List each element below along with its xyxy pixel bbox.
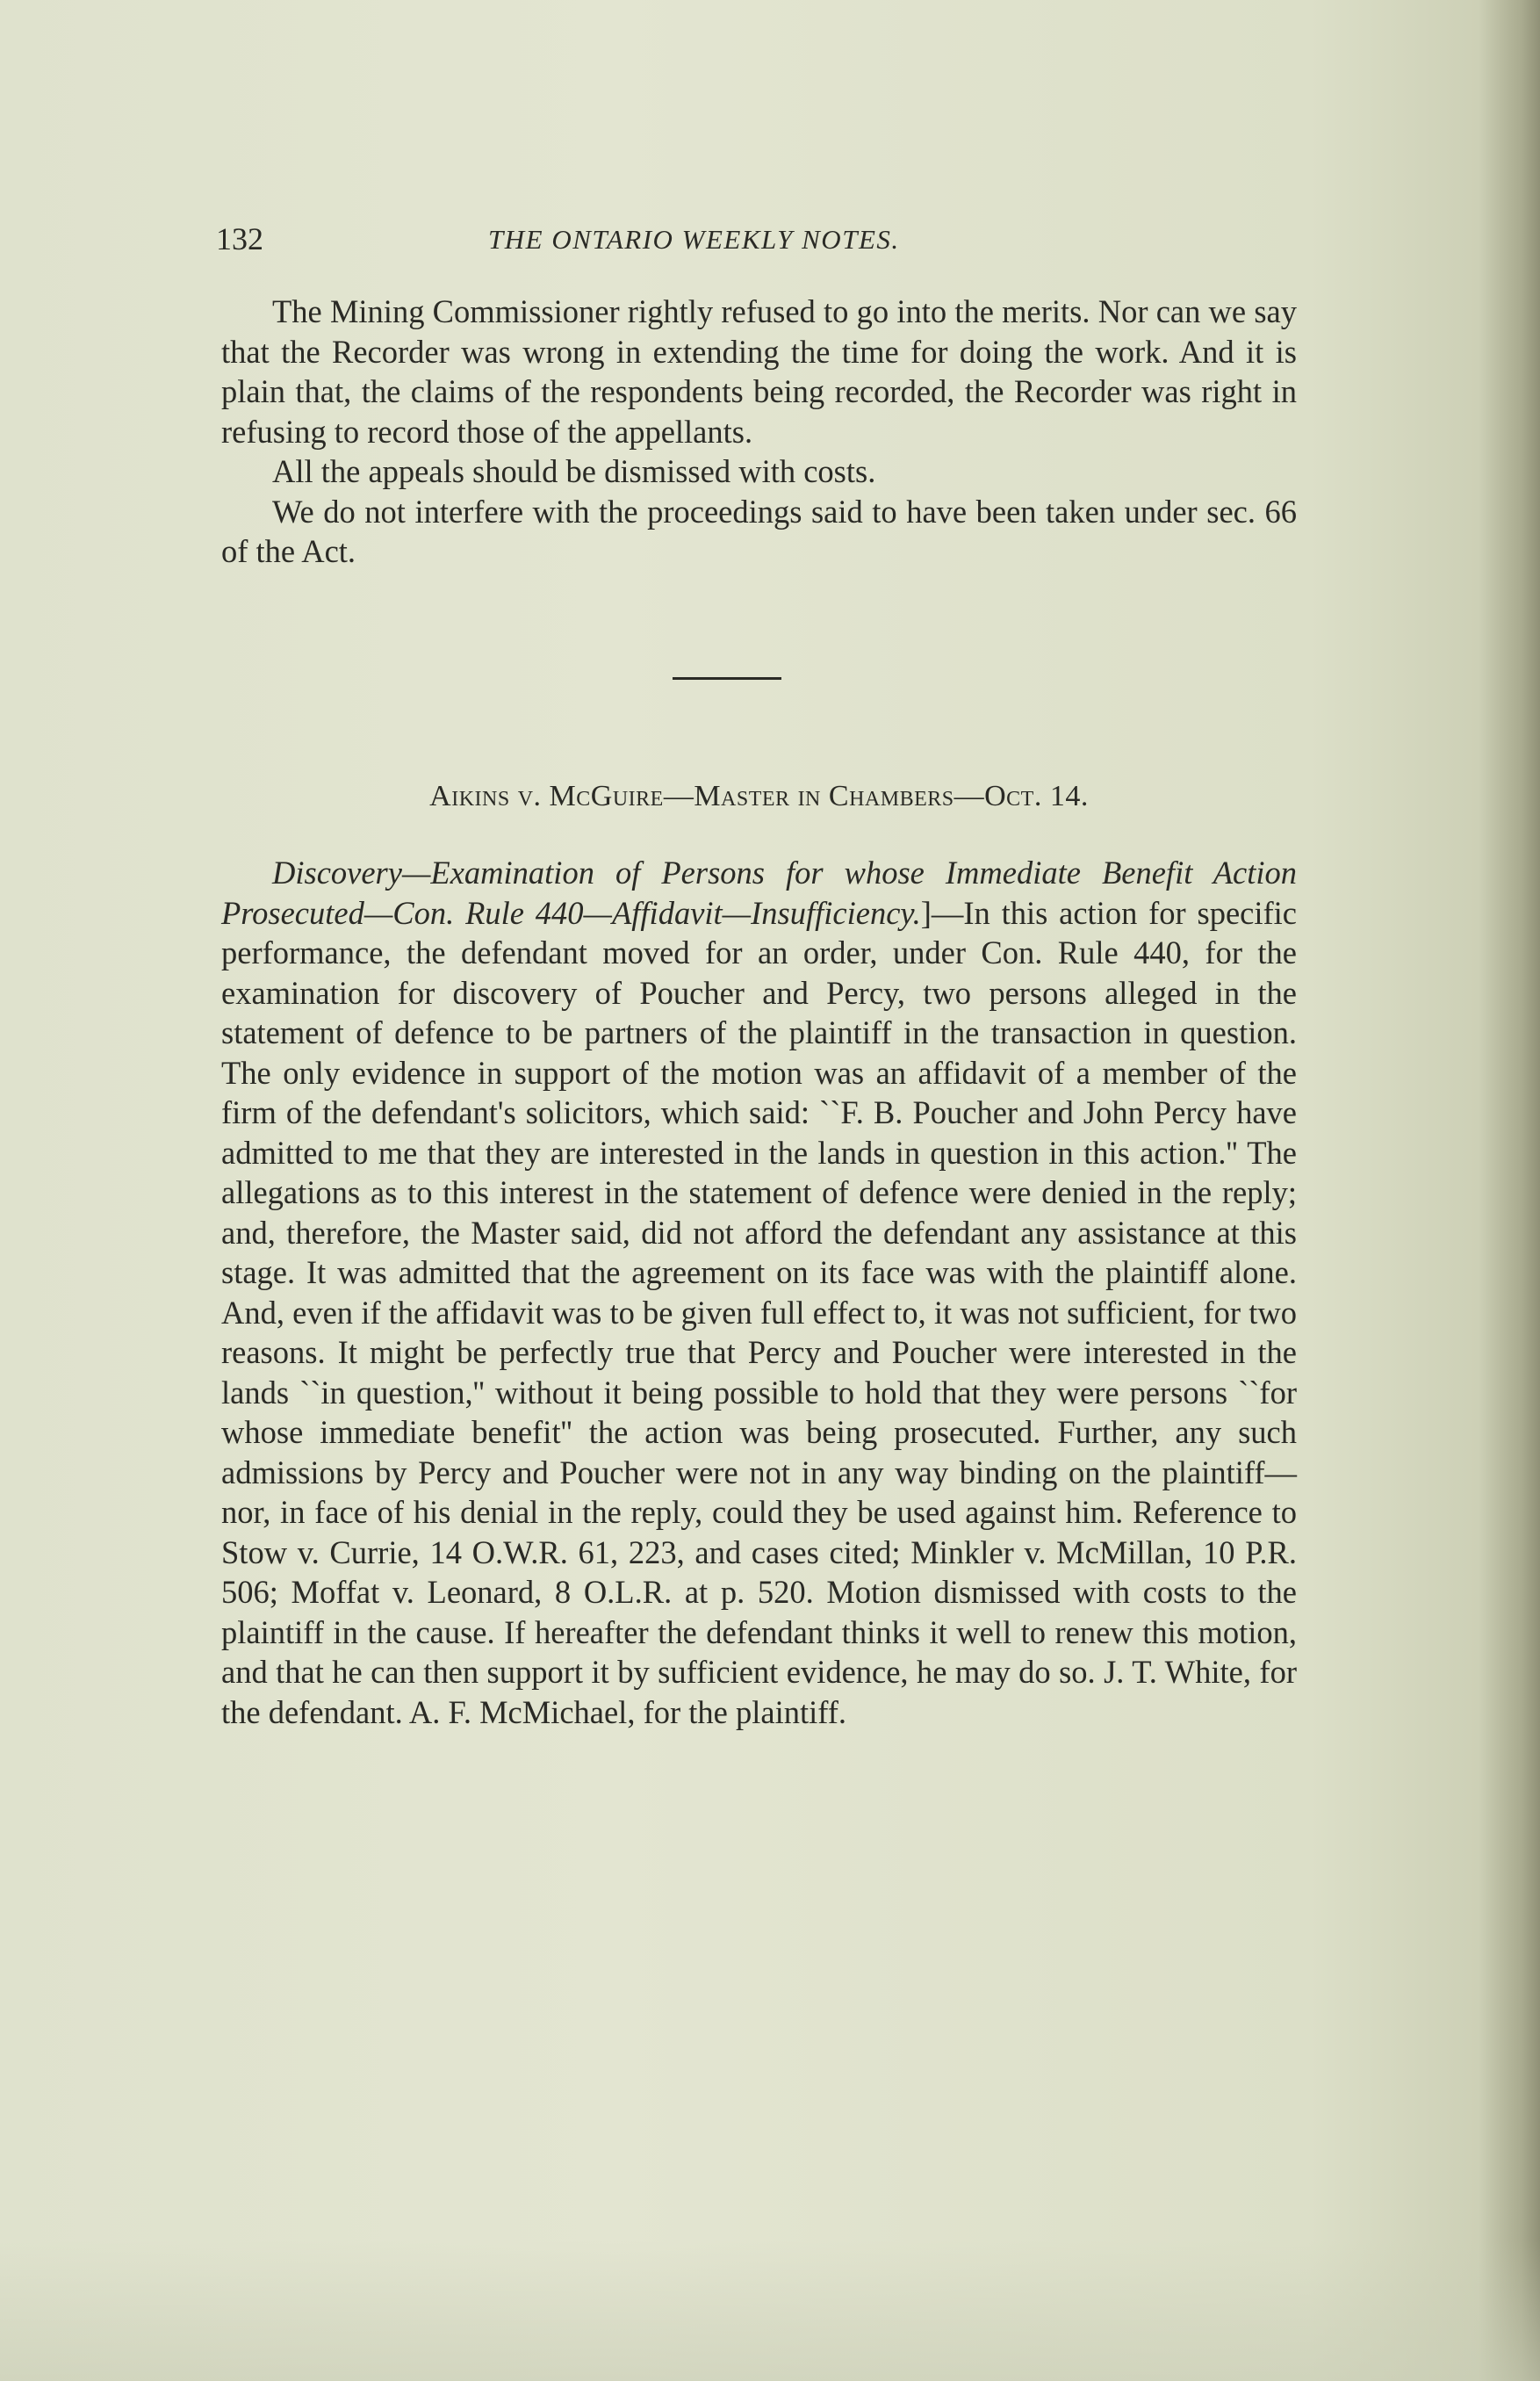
page-edge-shadow — [1479, 0, 1540, 2381]
opening-section — [221, 292, 1297, 572]
paragraph-merits: The Mining Commissioner rightly refused to go into the merits. Nor can we say that the Recorder was wrong in extending the time for doing the work. And it is plain that, the claims of the respondents being recorded, the Recorder was right in refusing to record those of the appellants. — [221, 293, 1297, 450]
page-content — [216, 202, 1297, 1732]
page-bottom-shade — [0, 2240, 1540, 2381]
headnote-paragraph — [221, 853, 1297, 1732]
paragraph-sec-66: We do not interfere with the proceedings said to have been taken under sec. 66 of the Act. — [221, 493, 1297, 569]
paragraph-appeals-dismissed: All the appeals should be dismissed with costs. — [272, 453, 876, 489]
page-number: 132 — [216, 221, 263, 256]
section-divider — [673, 677, 781, 680]
headnote-body: ]—In this action for specific performance, the defendant moved for an order, under Con. Rule 440, for the examination for discovery of Poucher and Percy, two persons alleged in the statement of defence to be partners of the plaintiff in the transaction in question. The only evidence in support of the motion was an affidavit of a member of the firm of the defendant's solicitors, which said: ``F. B. Poucher and John Percy have admitted to me that they are interested in the lands in question in this action.'' The allegations as to this interest in the statement of defence were denied in the reply; and, therefore, the Master said, did not afford the defendant any assistance at this stage. It was admitted that the agreement on its face was with the plaintiff alone. And, even if the affidavit was to be given full effect to, it was not sufficient, for two reasons. It might be perfectly true that Percy and Poucher were interested in the lands ``in question,'' without it being possible to hold that they were persons ``for whose immediate benefit'' the action was being prosecuted. Further, any such admissions by Percy and Poucher were not in any way binding on the plaintiff—nor, in face of his denial in the reply, could they be used against him. Reference to Stow v. Currie, 14 O.W.R. 61, 223, and cases cited; Minkler v. McMillan, 10 P.R. 506; Moffat v. Leonard, 8 O.L.R. at p. 520. Motion dismissed with costs to the plaintiff in the cause. If hereafter the defendant thinks it well to renew this motion, and that he can then support it by sufficient evidence, he may do so. J. T. White, for the defendant. A. F. McMichael, for the plaintiff. — [221, 894, 1297, 1730]
running-head — [216, 202, 1297, 256]
journal-title: THE ONTARIO WEEKLY NOTES. — [488, 224, 900, 255]
headnote-catchwords: Discovery—Examination of Persons for whose Immediate Benefit Action Prosecuted—Con. Rule 440—Affidavit—Insufficiency. — [221, 855, 1297, 931]
case-title: Aikins v. McGuire—Master in Chambers—Oct. 14. — [429, 779, 1089, 812]
case-headnote — [221, 853, 1297, 1732]
